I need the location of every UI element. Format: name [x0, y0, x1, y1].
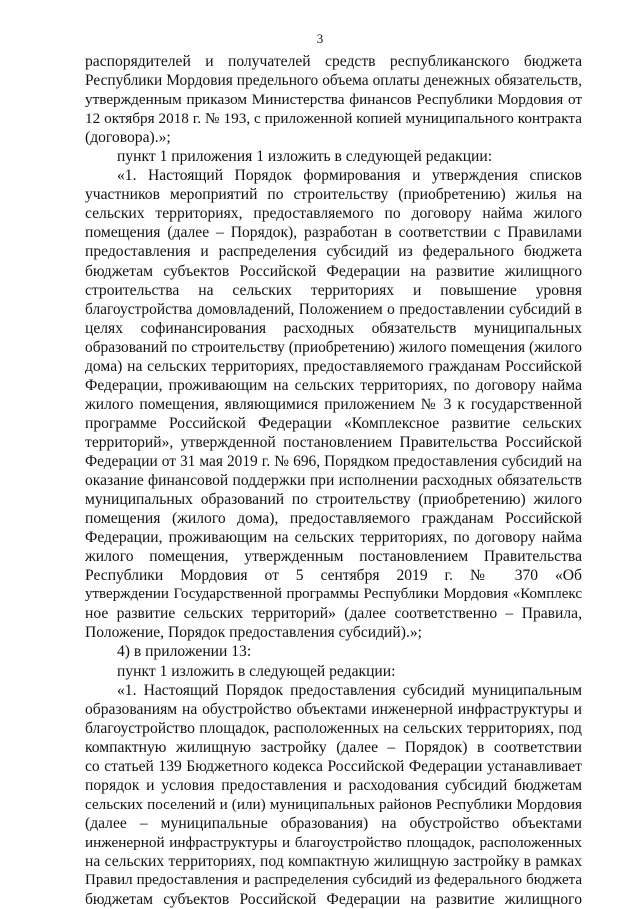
- text-line: Республики Мордовия предельного объема оплаты денежных обязательств,: [85, 72, 582, 90]
- text-line: пункт 1 приложения 1 изложить в следующей редакции:: [117, 148, 493, 166]
- text-line: утверждении Государственной программы Республики Мордовия «Комплекс: [85, 586, 582, 603]
- text-line: целях софинансирования расходных обязательств муниципальных: [85, 319, 582, 337]
- text-line: (договора).»;: [85, 129, 171, 147]
- text-line: Федерации от 31 мая 2019 г. № 696, Порядком предоставления субсидий на: [85, 452, 582, 470]
- text-line: порядок и условия предоставления и расходования субсидий бюджетам: [85, 776, 582, 794]
- document-body: [85, 52, 582, 909]
- text-line: образованиям на обустройство объектами инженерной инфраструктуры и: [85, 700, 582, 718]
- text-line: Федерации, проживающим на сельских территориях, по договору найма: [85, 376, 582, 394]
- text-line: на сельских территориях, под компактную жилищную застройку в рамках: [85, 852, 582, 870]
- text-line: Положение, Порядок предоставления субсидий).»;: [85, 624, 422, 642]
- text-line: сельских территориях, предоставляемого по договору найма жилого: [85, 205, 582, 223]
- text-line: муниципальных образований по строительству (приобретению) жилого: [85, 491, 582, 509]
- text-line: ное развитие сельских территорий» (далее соответственно – Правила,: [85, 605, 582, 623]
- text-line: строительства на сельских территориях и повышение уровня: [85, 281, 582, 299]
- text-line: «1. Настоящий Порядок предоставления субсидий муниципальным: [117, 681, 582, 699]
- text-line: «1. Настоящий Порядок формирования и утверждения списков: [117, 167, 582, 185]
- text-line: программе Российской Федерации «Комплексное развитие сельских: [85, 414, 582, 432]
- text-line: благоустройство площадок, расположенных на сельских территориях, под: [85, 719, 582, 737]
- text-line: 4) в приложении 13:: [117, 643, 252, 661]
- text-line: Правил предоставления и распределения субсидий из федерального бюджета: [85, 872, 582, 889]
- text-line: предоставления и распределения субсидий из федерального бюджета: [85, 243, 582, 261]
- text-line: жилого помещения, являющимися приложением № 3 к государственной: [85, 395, 582, 413]
- text-line: Республики Мордовия от 5 сентября 2019 г. № 370 «Об: [85, 567, 582, 585]
- text-line: сельских поселений и (или) муниципальных районов Республики Мордовия: [85, 795, 582, 813]
- text-line: 12 октября 2018 г. № 193, с приложенной копией муниципального контракта: [85, 110, 582, 128]
- text-line: помещения (далее – Порядок), разработан в соответствии с Правилами: [85, 224, 582, 242]
- text-line: компактную жилищную застройку (далее – Порядок) в соответствии: [85, 738, 582, 756]
- text-line: дома) на сельских территориях, предоставляемого гражданам Российской: [85, 357, 582, 375]
- text-line: распорядителей и получателей средств республиканского бюджета: [85, 53, 582, 70]
- text-line: образований по строительству (приобретению) жилого помещения (жилого: [85, 338, 582, 356]
- text-line: жилого помещения, утвержденным постановлением Правительства: [85, 548, 582, 566]
- text-line: помещения (жилого дома), предоставляемого гражданам Российской: [85, 510, 582, 528]
- text-line: участников мероприятий по строительству (приобретению) жилья на: [85, 186, 582, 204]
- text-line: (далее – муниципальные образования) на обустройство объектами: [85, 814, 582, 832]
- text-line: оказание финансовой поддержки при исполнении расходных обязательств: [85, 472, 582, 490]
- text-line: Федерации, проживающим на сельских территориях, по договору найма: [85, 529, 582, 547]
- text-line: бюджетам субъектов Российской Федерации на развитие жилищного: [85, 262, 582, 280]
- text-line: бюджетам субъектов Российской Федерации на развитие жилищного: [85, 891, 582, 909]
- text-line: благоустройства домовладений, Положением о предоставлении субсидий в: [85, 300, 582, 318]
- text-line: со статьей 139 Бюджетного кодекса Российской Федерации устанавливает: [85, 757, 582, 775]
- text-line: пункт 1 изложить в следующей редакции:: [117, 662, 396, 680]
- text-line: инженерной инфраструктуры и благоустройство площадок, расположенных: [85, 833, 582, 851]
- page-number: 3: [316, 31, 324, 46]
- text-line: территорий», утвержденной постановлением Правительства Российской: [85, 433, 582, 451]
- text-line: утвержденным приказом Министерства финансов Республики Мордовия от: [85, 91, 582, 109]
